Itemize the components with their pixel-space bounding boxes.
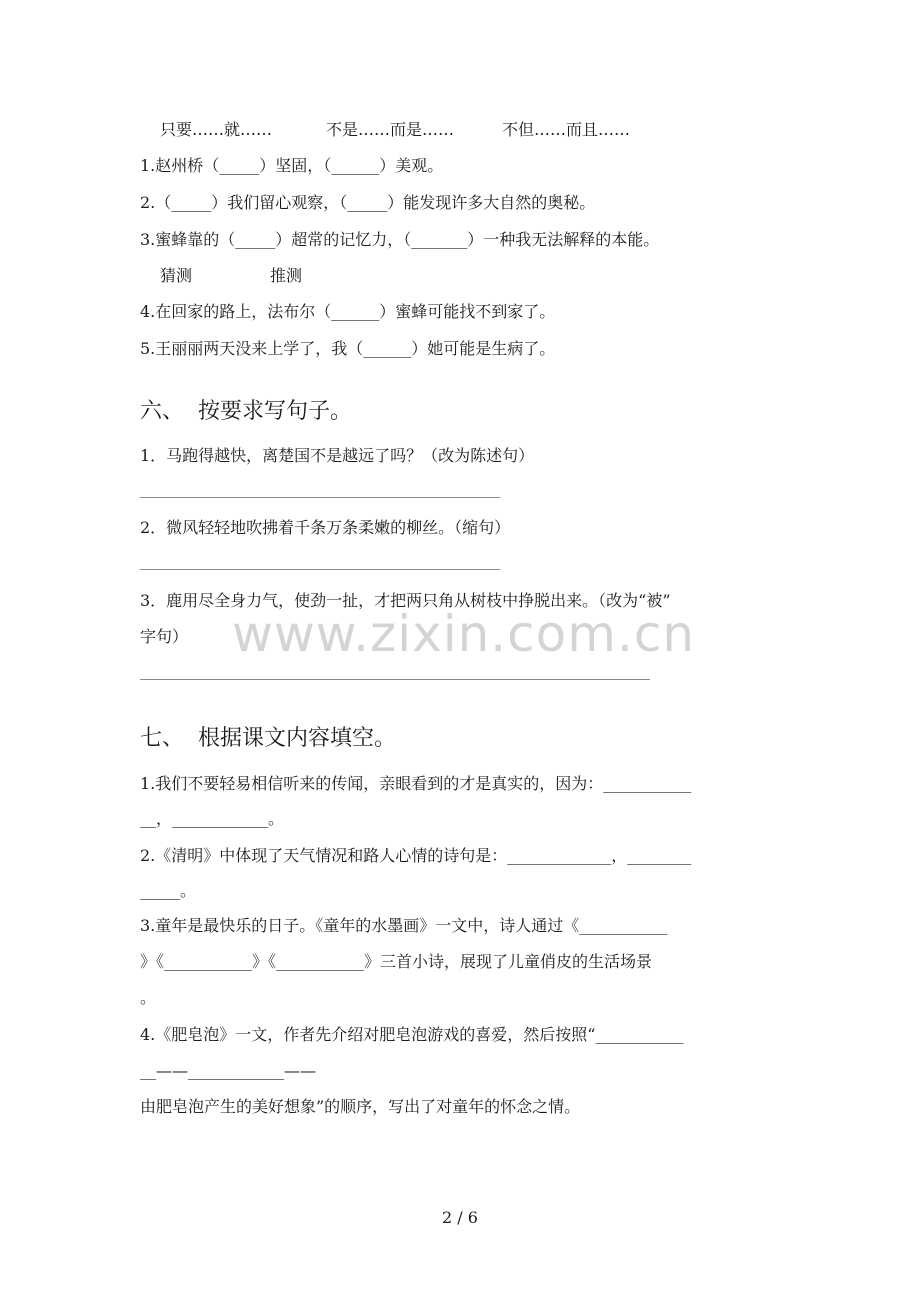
word-choice: 猜测 (160, 266, 193, 285)
fill-blank-item: 1.赵州桥（_____）坚固，（______）美观。 (140, 156, 444, 175)
section-heading-7: 七、 根据课文内容填空。 (140, 726, 396, 751)
question-text: __，____________。 (140, 809, 285, 828)
question-text: 由肥皂泡产生的美好想象”的顺序，写出了对童年的怀念之情。 (140, 1097, 581, 1116)
word-choice: 推测 (270, 266, 303, 285)
word-choice: 只要……就…… (160, 120, 273, 139)
answer-line (140, 679, 650, 680)
answer-line (140, 569, 500, 570)
question-text: 》《___________》《___________》三首小诗，展现了儿童俏皮的生活场景 (140, 952, 653, 971)
fill-blank-item: 4.在回家的路上，法布尔（______）蜜蜂可能找不到家了。 (140, 302, 556, 321)
word-choice: 不是……而是…… (326, 120, 455, 139)
word-choice: 不但……而且…… (502, 120, 631, 139)
question-text: _____。 (140, 881, 197, 900)
question-text: 2.《清明》中体现了天气情况和路人心情的诗句是：_____________，________ (140, 846, 692, 865)
fill-blank-item: 3.蜜蜂靠的（_____）超常的记忆力，（_______）一种我无法解释的本能。 (140, 230, 660, 249)
question-text: 3.童年是最快乐的日子。《童年的水墨画》一文中，诗人通过《___________ (140, 916, 668, 935)
question-text: __——____________—— (140, 1061, 316, 1080)
section-heading-6: 六、 按要求写句子。 (140, 399, 352, 424)
question-text: 4.《肥皂泡》一文，作者先介绍对肥皂泡游戏的喜爱，然后按照“___________ (140, 1025, 684, 1044)
answer-line (140, 497, 500, 498)
question-text: 1.我们不要轻易相信听来的传闻，亲眼看到的才是真实的，因为：___________ (140, 774, 692, 793)
question-text: 2．微风轻轻地吹拂着千条万条柔嫩的柳丝。（缩句） (140, 518, 511, 537)
question-text: 字句） (140, 627, 189, 646)
question-text: 。 (140, 988, 157, 1007)
fill-blank-item: 2.（_____）我们留心观察，（_____）能发现许多大自然的奥秘。 (140, 193, 596, 212)
fill-blank-item: 5.王丽丽两天没来上学了，我（______）她可能是生病了。 (140, 339, 556, 358)
page-number: 2 / 6 (442, 1208, 478, 1227)
question-text: 1．马跑得越快，离楚国不是越远了吗？（改为陈述句） (140, 446, 535, 465)
watermark: www.zixin.com.cn (232, 605, 696, 663)
question-text: 3．鹿用尽全身力气，使劲一扯，才把两只角从树枝中挣脱出来。（改为“被” (140, 591, 671, 610)
